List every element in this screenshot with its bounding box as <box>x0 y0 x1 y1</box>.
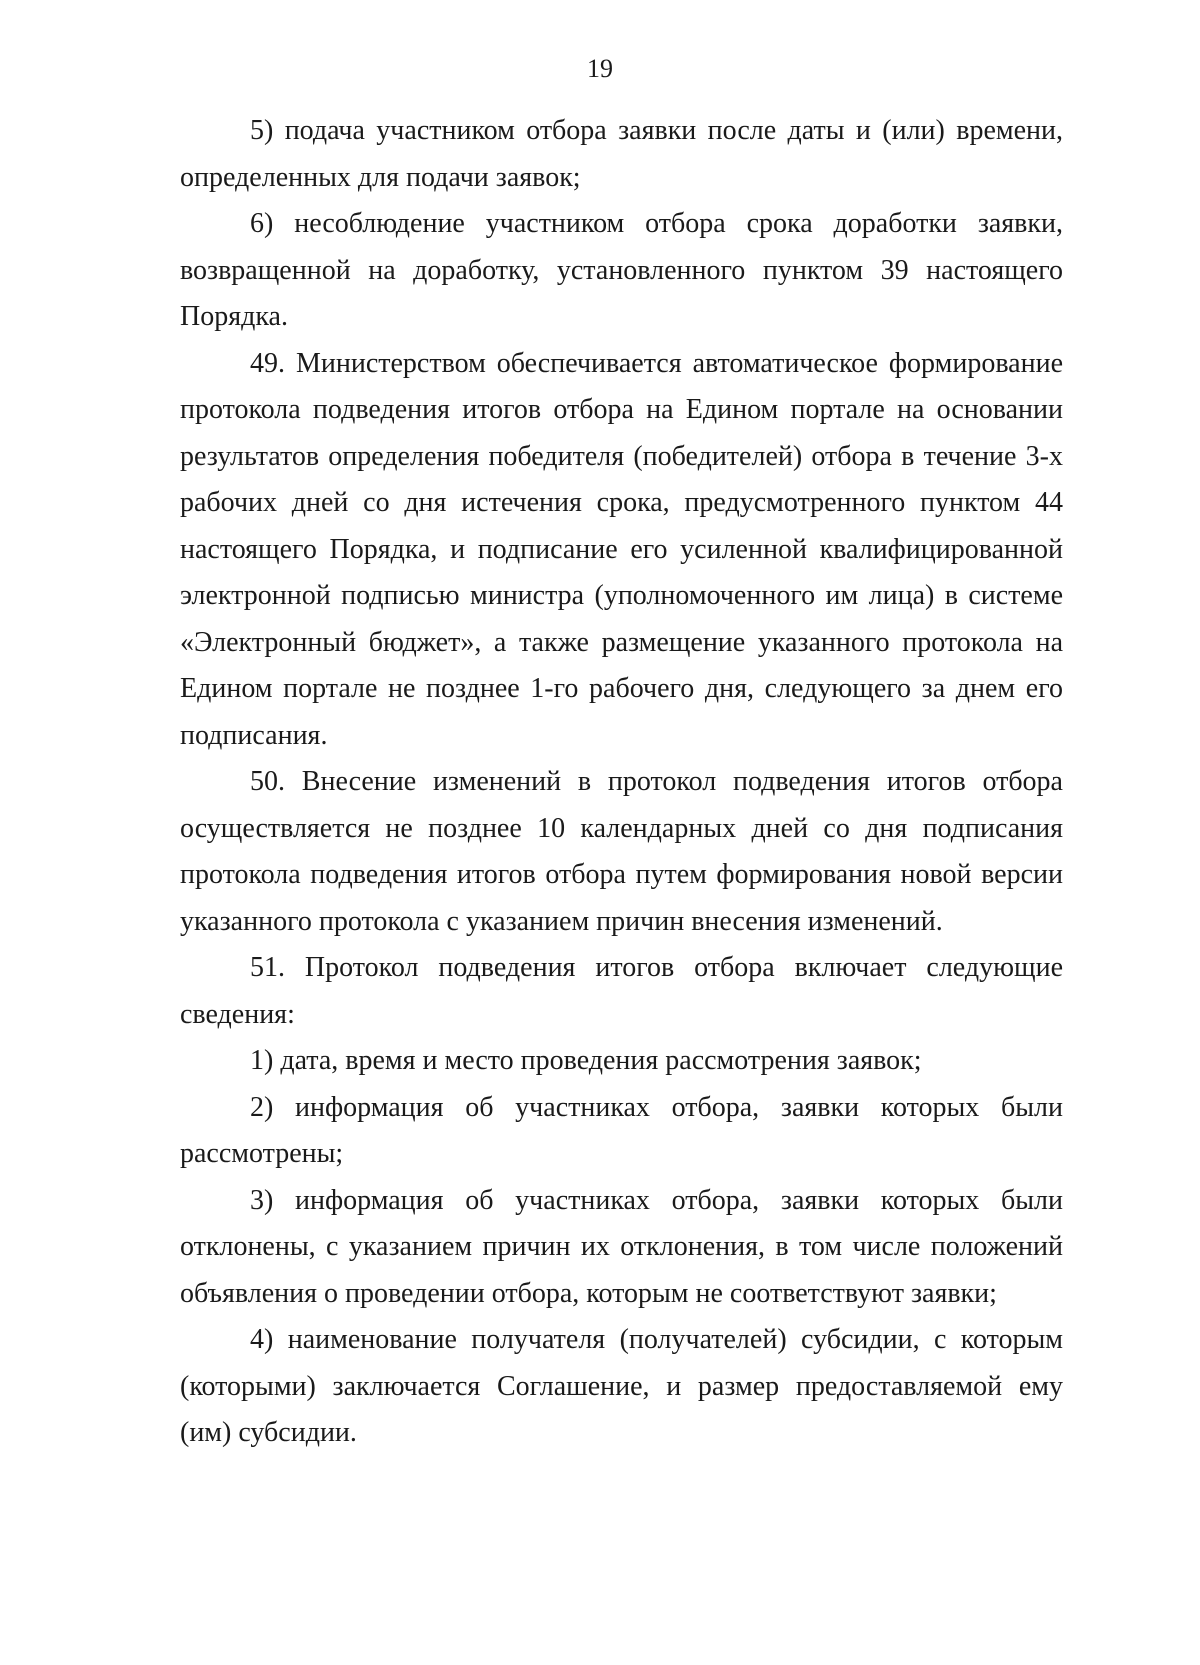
paragraph-item-6: 6) несоблюдение участником отбора срока доработки заявки, возвращенной на доработку, установленного пунктом 39 настоящего Порядка. <box>180 208 1063 332</box>
document-body <box>180 108 1063 1457</box>
list-item-4: 4) наименование получателя (получателей) субсидии, с которым (которыми) заключается Соглашение, и размер предоставляемой ему (им) субсидии. <box>180 1324 1063 1448</box>
list-item-2: 2) информация об участниках отбора, заявки которых были рассмотрены; <box>180 1091 1063 1169</box>
page-number: 19 <box>587 54 613 83</box>
paragraph-51: 51. Протокол подведения итогов отбора включает следующие сведения: <box>180 952 1063 1030</box>
paragraph-item-5: 5) подача участником отбора заявки после даты и (или) времени, определенных для подачи заявок; <box>180 115 1063 193</box>
paragraph-49: 49. Министерством обеспечивается автоматическое формирование протокола подведения итогов отбора на Едином портале на основании результатов определения победителя (победителей) отбора в течение 3-х рабочих дней со дня истечения срока, предусмотренного пунктом 44 настоящего Порядка, и подписание его усиленной квалифицированной электронной подписью министра (уполномоченного им лица) в системе «Электронный бюджет», а также размещение указанного протокола на Едином портале не позднее 1-го рабочего дня, следующего за днем его подписания. <box>180 347 1063 751</box>
list-item-1: 1) дата, время и место проведения рассмотрения заявок; <box>250 1045 922 1076</box>
list-item-3: 3) информация об участниках отбора, заявки которых были отклонены, с указанием причин их отклонения, в том числе положений объявления о проведении отбора, которым не соответствуют заявки; <box>180 1184 1063 1309</box>
paragraph-50: 50. Внесение изменений в протокол подведения итогов отбора осуществляется не позднее 10 календарных дней со дня подписания протокола подведения итогов отбора путем формирования новой версии указанного протокола с указанием причин внесения изменений. <box>180 766 1063 937</box>
